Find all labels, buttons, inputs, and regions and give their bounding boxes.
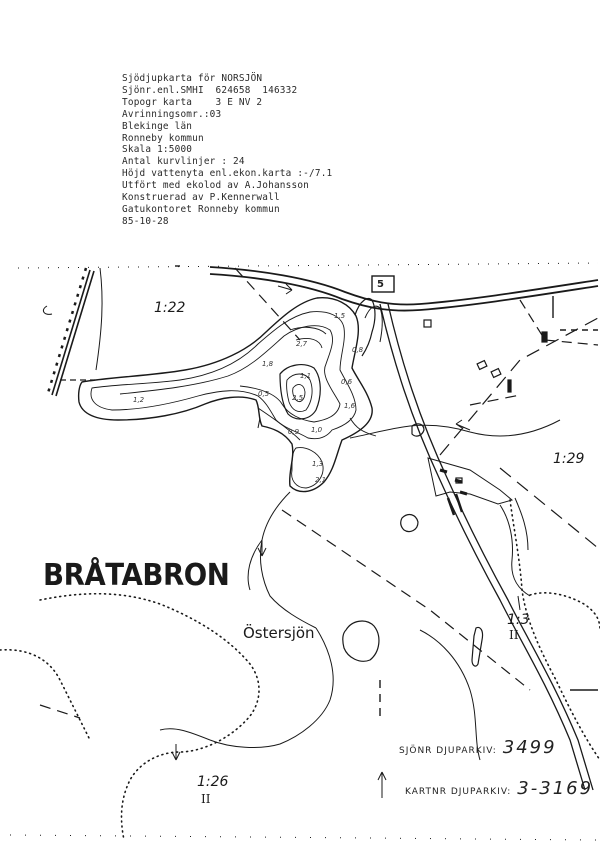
archive-kartnr-label: KARTNR DJUPARKIV: bbox=[405, 787, 512, 797]
header-line: 85-10-28 bbox=[122, 215, 169, 227]
main-road bbox=[210, 267, 598, 311]
terrain-lines bbox=[96, 268, 560, 760]
small-ponds bbox=[343, 424, 483, 666]
depth-label: 1,0 bbox=[311, 426, 323, 434]
depth-label: 1,2 bbox=[133, 396, 145, 404]
depth-label: 2,5 bbox=[292, 394, 304, 402]
depth-label: 1,5 bbox=[334, 312, 346, 320]
sheet-roman-sw: II bbox=[201, 792, 211, 806]
depth-label: 2,7 bbox=[296, 340, 308, 348]
flow-arrows bbox=[43, 284, 520, 798]
depth-label: 1,8 bbox=[262, 360, 274, 368]
depth-label: 0,5 bbox=[258, 390, 270, 398]
sheet-label-e: 1:29 bbox=[553, 451, 585, 467]
header-line: Avrinningsomr.:03 bbox=[122, 108, 222, 120]
railway-line bbox=[48, 268, 94, 396]
header-line: Konstruerad av P.Kennerwall bbox=[122, 192, 280, 204]
depth-label: 1,3 bbox=[312, 460, 324, 468]
depth-label: 2,1 bbox=[315, 476, 327, 484]
south-road bbox=[380, 304, 593, 790]
header-line: Antal kurvlinjer : 24 bbox=[122, 156, 245, 168]
header-line: Sjödjupkarta för NORSJÖN bbox=[122, 73, 263, 84]
archive-kartnr bbox=[405, 778, 593, 799]
header-line: Sjönr.enl.SMHI 624658 146332 bbox=[122, 84, 298, 96]
edge-ticks bbox=[175, 266, 598, 720]
header-line: Blekinge län bbox=[122, 120, 193, 132]
depth-label: 1,6 bbox=[344, 402, 356, 410]
road-number: 5 bbox=[377, 279, 384, 290]
header-line: Gatukontoret Ronneby kommun bbox=[122, 203, 280, 215]
sheet-label-sw: 1:26 bbox=[197, 774, 229, 790]
settlement-area bbox=[428, 458, 530, 596]
village-name: BRÅTABRON bbox=[43, 558, 230, 593]
header-line: Topogr karta 3 E NV 2 bbox=[122, 96, 263, 108]
property-boundaries bbox=[40, 268, 598, 718]
archive-sjonr-label: SJÖNR DJUPARKIV: bbox=[399, 746, 497, 756]
lake-name: Östersjön bbox=[243, 624, 315, 642]
archive-sjonr-value: 3499 bbox=[502, 737, 557, 758]
sheet-label-se: 1:3 bbox=[507, 612, 530, 628]
depth-label: 1,1 bbox=[300, 372, 312, 380]
header-line: Höjd vattenyta enl.ekon.karta :-/7.1 bbox=[122, 168, 333, 180]
archive-sjonr bbox=[399, 737, 557, 758]
sheet-label-nw: 1:22 bbox=[154, 300, 186, 316]
header-line: Utfört med ekolod av A.Johansson bbox=[122, 180, 310, 192]
archive-kartnr-value: 3-3169 bbox=[517, 778, 594, 799]
header-line: Skala 1:5000 bbox=[122, 144, 193, 156]
sheet-roman-se: II bbox=[509, 628, 519, 642]
header-line: Ronneby kommun bbox=[122, 132, 204, 144]
depth-label: 0,9 bbox=[288, 428, 300, 436]
norsjon-shoreline bbox=[79, 298, 373, 492]
depth-label: 0,8 bbox=[352, 346, 364, 354]
map-header bbox=[122, 73, 332, 228]
depth-label: 0,6 bbox=[341, 378, 353, 386]
